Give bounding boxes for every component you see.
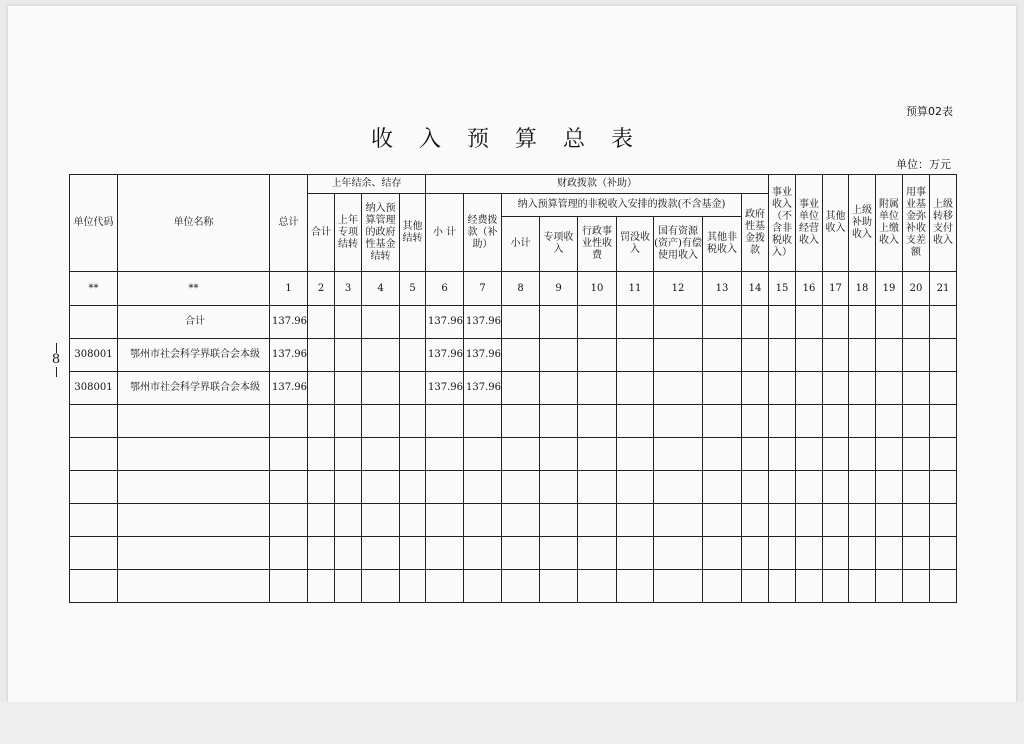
column-number-cell: 4 — [362, 272, 400, 306]
page-title: 收入预算总表 — [370, 127, 659, 152]
empty-cell — [540, 471, 578, 504]
header-nontax-admin-fee: 行政事业性收费 — [578, 217, 617, 272]
empty-cell — [876, 306, 903, 339]
empty-cell — [70, 504, 118, 537]
column-number-cell: ** — [118, 272, 270, 306]
unit-label: 单位：万元 — [896, 158, 951, 171]
empty-cell — [654, 372, 703, 405]
empty-cell — [903, 372, 930, 405]
page-mark-line-bottom — [56, 367, 57, 377]
empty-cell — [578, 339, 617, 372]
empty-cell — [849, 504, 876, 537]
empty-cell — [654, 504, 703, 537]
empty-cell — [930, 438, 957, 471]
total-cell: 137.96 — [270, 372, 308, 405]
empty-cell — [578, 438, 617, 471]
empty-cell — [362, 306, 400, 339]
empty-cell — [703, 405, 742, 438]
empty-cell — [464, 570, 502, 603]
table-row — [70, 306, 957, 339]
empty-cell — [903, 570, 930, 603]
header-superior-subsidy: 上级补助收入 — [849, 175, 876, 272]
empty-cell — [903, 537, 930, 570]
empty-cell — [654, 339, 703, 372]
empty-cell — [578, 504, 617, 537]
empty-cell — [464, 504, 502, 537]
empty-cell — [70, 405, 118, 438]
header-affiliated-income: 附属单位上缴收入 — [876, 175, 903, 272]
column-number-cell: 1 — [270, 272, 308, 306]
empty-cell — [270, 570, 308, 603]
empty-cell — [502, 405, 540, 438]
empty-cell — [308, 537, 335, 570]
income-budget-table — [69, 174, 957, 603]
fiscal-funding-cell: 137.96 — [464, 372, 502, 405]
empty-cell — [400, 438, 426, 471]
empty-cell — [617, 339, 654, 372]
empty-cell — [540, 306, 578, 339]
total-cell: 137.96 — [270, 306, 308, 339]
empty-cell — [118, 570, 270, 603]
column-number-cell: 12 — [654, 272, 703, 306]
column-number-cell: 18 — [849, 272, 876, 306]
empty-cell — [769, 306, 796, 339]
column-number-cell: 6 — [426, 272, 464, 306]
empty-cell — [426, 537, 464, 570]
empty-cell — [400, 570, 426, 603]
empty-cell — [769, 339, 796, 372]
empty-cell — [903, 438, 930, 471]
empty-cell — [578, 306, 617, 339]
empty-cell — [400, 504, 426, 537]
empty-cell — [930, 306, 957, 339]
empty-cell — [70, 537, 118, 570]
empty-cell — [362, 570, 400, 603]
unit-name-cell: 鄂州市社会科学界联合会本级 — [118, 372, 270, 405]
empty-cell — [502, 339, 540, 372]
empty-cell — [796, 306, 823, 339]
empty-cell — [654, 438, 703, 471]
empty-cell — [823, 504, 849, 537]
unit-code-cell — [70, 306, 118, 339]
empty-cell — [502, 570, 540, 603]
empty-cell — [362, 405, 400, 438]
empty-cell — [400, 405, 426, 438]
empty-cell — [578, 372, 617, 405]
header-fund-balance-used: 用事业基金弥补收支差额 — [903, 175, 930, 272]
empty-cell — [849, 471, 876, 504]
empty-cell — [400, 471, 426, 504]
fiscal-subtotal-cell: 137.96 — [426, 372, 464, 405]
empty-cell — [742, 570, 769, 603]
empty-cell — [876, 537, 903, 570]
empty-cell — [540, 438, 578, 471]
empty-cell — [118, 537, 270, 570]
header-other-income: 其他收入 — [823, 175, 849, 272]
table-body — [70, 306, 957, 603]
empty-cell — [823, 570, 849, 603]
column-number-cell: 5 — [400, 272, 426, 306]
column-number-cell: 20 — [903, 272, 930, 306]
column-number-cell: 16 — [796, 272, 823, 306]
empty-cell — [823, 438, 849, 471]
empty-cell — [578, 471, 617, 504]
empty-cell — [654, 537, 703, 570]
empty-cell — [654, 471, 703, 504]
empty-table-row — [70, 471, 957, 504]
empty-cell — [849, 372, 876, 405]
empty-cell — [578, 405, 617, 438]
empty-cell — [335, 471, 362, 504]
empty-cell — [769, 438, 796, 471]
empty-cell — [335, 504, 362, 537]
empty-cell — [308, 405, 335, 438]
header-unit-code: 单位代码 — [70, 175, 118, 272]
empty-cell — [270, 471, 308, 504]
empty-cell — [617, 372, 654, 405]
empty-cell — [769, 372, 796, 405]
empty-cell — [502, 372, 540, 405]
column-number-cell: ** — [70, 272, 118, 306]
header-nontax-group: 纳入预算管理的非税收入安排的拨款(不含基金) — [502, 194, 742, 217]
empty-cell — [823, 372, 849, 405]
unit-name-cell: 合计 — [118, 306, 270, 339]
empty-cell — [540, 570, 578, 603]
empty-cell — [270, 438, 308, 471]
fiscal-funding-cell: 137.96 — [464, 306, 502, 339]
empty-cell — [308, 372, 335, 405]
empty-cell — [118, 438, 270, 471]
empty-cell — [654, 570, 703, 603]
empty-cell — [903, 339, 930, 372]
empty-cell — [823, 339, 849, 372]
empty-cell — [823, 306, 849, 339]
empty-cell — [654, 306, 703, 339]
empty-cell — [362, 504, 400, 537]
empty-cell — [903, 405, 930, 438]
empty-cell — [876, 438, 903, 471]
empty-cell — [426, 471, 464, 504]
empty-cell — [464, 405, 502, 438]
empty-cell — [502, 504, 540, 537]
header-gov-fund-allocation: 政府性基金拨款 — [742, 194, 769, 272]
empty-cell — [308, 504, 335, 537]
empty-cell — [654, 405, 703, 438]
column-number-cell: 10 — [578, 272, 617, 306]
empty-cell — [930, 339, 957, 372]
column-number-cell: 13 — [703, 272, 742, 306]
empty-cell — [502, 537, 540, 570]
empty-cell — [796, 471, 823, 504]
empty-cell — [540, 504, 578, 537]
column-number-cell: 9 — [540, 272, 578, 306]
header-prev-year-group: 上年结余、结存 — [308, 175, 426, 194]
empty-cell — [769, 471, 796, 504]
empty-cell — [118, 471, 270, 504]
form-code: 预算02表 — [906, 105, 953, 118]
empty-cell — [703, 471, 742, 504]
header-prev-special: 上年专项结转 — [335, 194, 362, 272]
column-number-cell: 11 — [617, 272, 654, 306]
column-number-cell: 15 — [769, 272, 796, 306]
empty-cell — [400, 339, 426, 372]
empty-cell — [362, 339, 400, 372]
empty-cell — [464, 438, 502, 471]
header-prev-other: 其他结转 — [400, 194, 426, 272]
scan-background — [0, 702, 1024, 744]
empty-cell — [400, 306, 426, 339]
table-row — [70, 372, 957, 405]
empty-cell — [903, 306, 930, 339]
empty-cell — [502, 471, 540, 504]
empty-cell — [849, 339, 876, 372]
page-number: 8 — [51, 352, 61, 367]
empty-cell — [617, 306, 654, 339]
empty-cell — [540, 372, 578, 405]
empty-cell — [930, 471, 957, 504]
empty-cell — [703, 339, 742, 372]
header-operating-income: 事业单位经营收入 — [796, 175, 823, 272]
empty-cell — [849, 537, 876, 570]
empty-cell — [849, 405, 876, 438]
empty-cell — [70, 570, 118, 603]
header-superior-transfer: 上级转移支付收入 — [930, 175, 957, 272]
empty-cell — [540, 339, 578, 372]
empty-cell — [400, 537, 426, 570]
empty-cell — [876, 471, 903, 504]
empty-cell — [876, 372, 903, 405]
empty-cell — [335, 570, 362, 603]
header-prev-gov-fund: 纳入预算管理的政府性基金结转 — [362, 194, 400, 272]
empty-cell — [502, 438, 540, 471]
empty-table-row — [70, 438, 957, 471]
empty-cell — [849, 306, 876, 339]
empty-cell — [823, 471, 849, 504]
empty-cell — [308, 306, 335, 339]
empty-cell — [930, 537, 957, 570]
header-nontax-fines: 罚没收入 — [617, 217, 654, 272]
empty-cell — [742, 438, 769, 471]
empty-cell — [617, 537, 654, 570]
header-nontax-subtotal: 小计 — [502, 217, 540, 272]
header-fiscal-group: 财政拨款（补助） — [426, 175, 769, 194]
column-number-cell: 17 — [823, 272, 849, 306]
empty-cell — [540, 537, 578, 570]
empty-cell — [426, 405, 464, 438]
empty-cell — [70, 471, 118, 504]
empty-cell — [308, 339, 335, 372]
empty-cell — [362, 372, 400, 405]
empty-cell — [703, 570, 742, 603]
empty-cell — [703, 537, 742, 570]
empty-cell — [849, 438, 876, 471]
page-number-mark — [50, 343, 62, 377]
empty-cell — [270, 405, 308, 438]
header-fiscal-funding: 经费拨款（补助） — [464, 194, 502, 272]
empty-cell — [742, 405, 769, 438]
unit-code-cell: 308001 — [70, 372, 118, 405]
empty-cell — [362, 471, 400, 504]
empty-cell — [335, 537, 362, 570]
empty-cell — [930, 570, 957, 603]
empty-cell — [502, 306, 540, 339]
table-row — [70, 339, 957, 372]
empty-cell — [426, 504, 464, 537]
empty-cell — [400, 372, 426, 405]
empty-table-row — [70, 570, 957, 603]
empty-cell — [742, 306, 769, 339]
empty-cell — [796, 504, 823, 537]
empty-cell — [578, 570, 617, 603]
empty-cell — [118, 504, 270, 537]
empty-cell — [876, 504, 903, 537]
empty-cell — [823, 405, 849, 438]
header-nontax-other: 其他非税收入 — [703, 217, 742, 272]
empty-cell — [796, 339, 823, 372]
empty-cell — [335, 372, 362, 405]
empty-cell — [617, 570, 654, 603]
empty-table-row — [70, 537, 957, 570]
empty-cell — [270, 504, 308, 537]
empty-cell — [769, 570, 796, 603]
empty-cell — [335, 306, 362, 339]
empty-cell — [796, 570, 823, 603]
empty-cell — [335, 339, 362, 372]
column-number-cell: 19 — [876, 272, 903, 306]
empty-cell — [769, 537, 796, 570]
unit-name-cell: 鄂州市社会科学界联合会本级 — [118, 339, 270, 372]
empty-cell — [930, 504, 957, 537]
empty-cell — [703, 306, 742, 339]
empty-cell — [930, 405, 957, 438]
empty-cell — [823, 537, 849, 570]
empty-cell — [617, 405, 654, 438]
empty-cell — [930, 372, 957, 405]
column-number-cell: 7 — [464, 272, 502, 306]
empty-cell — [796, 372, 823, 405]
total-cell: 137.96 — [270, 339, 308, 372]
empty-cell — [617, 438, 654, 471]
empty-cell — [362, 537, 400, 570]
empty-cell — [578, 537, 617, 570]
empty-cell — [742, 537, 769, 570]
empty-cell — [362, 438, 400, 471]
empty-cell — [742, 339, 769, 372]
empty-cell — [742, 504, 769, 537]
empty-table-row — [70, 504, 957, 537]
column-number-cell: 8 — [502, 272, 540, 306]
empty-cell — [769, 504, 796, 537]
header-total: 总计 — [270, 175, 308, 272]
unit-code-cell: 308001 — [70, 339, 118, 372]
empty-cell — [308, 438, 335, 471]
empty-cell — [903, 504, 930, 537]
fiscal-subtotal-cell: 137.96 — [426, 306, 464, 339]
empty-cell — [876, 339, 903, 372]
fiscal-funding-cell: 137.96 — [464, 339, 502, 372]
column-number-cell: 14 — [742, 272, 769, 306]
fiscal-subtotal-cell: 137.96 — [426, 339, 464, 372]
empty-cell — [617, 471, 654, 504]
header-fiscal-subtotal: 小 计 — [426, 194, 464, 272]
empty-cell — [742, 471, 769, 504]
empty-cell — [70, 438, 118, 471]
empty-table-row — [70, 405, 957, 438]
empty-cell — [335, 405, 362, 438]
empty-cell — [769, 405, 796, 438]
header-unit-name: 单位名称 — [118, 175, 270, 272]
empty-cell — [796, 405, 823, 438]
empty-cell — [796, 438, 823, 471]
empty-cell — [703, 372, 742, 405]
column-number-cell: 2 — [308, 272, 335, 306]
empty-cell — [426, 438, 464, 471]
empty-cell — [703, 438, 742, 471]
empty-cell — [118, 405, 270, 438]
header-nontax-special: 专项收入 — [540, 217, 578, 272]
empty-cell — [464, 471, 502, 504]
header-nontax-state-assets: 国有资源(资产)有偿使用收入 — [654, 217, 703, 272]
empty-cell — [540, 405, 578, 438]
empty-cell — [796, 537, 823, 570]
empty-cell — [617, 504, 654, 537]
header-prev-total: 合计 — [308, 194, 335, 272]
empty-cell — [876, 570, 903, 603]
column-number-cell: 21 — [930, 272, 957, 306]
empty-cell — [308, 570, 335, 603]
empty-cell — [903, 471, 930, 504]
empty-cell — [742, 372, 769, 405]
empty-cell — [308, 471, 335, 504]
empty-cell — [426, 570, 464, 603]
empty-cell — [703, 504, 742, 537]
empty-cell — [335, 438, 362, 471]
column-number-row — [70, 272, 957, 306]
empty-cell — [464, 537, 502, 570]
empty-cell — [876, 405, 903, 438]
empty-cell — [270, 537, 308, 570]
column-number-cell: 3 — [335, 272, 362, 306]
empty-cell — [849, 570, 876, 603]
header-business-income: 事业收入（不含非税收入） — [769, 175, 796, 272]
